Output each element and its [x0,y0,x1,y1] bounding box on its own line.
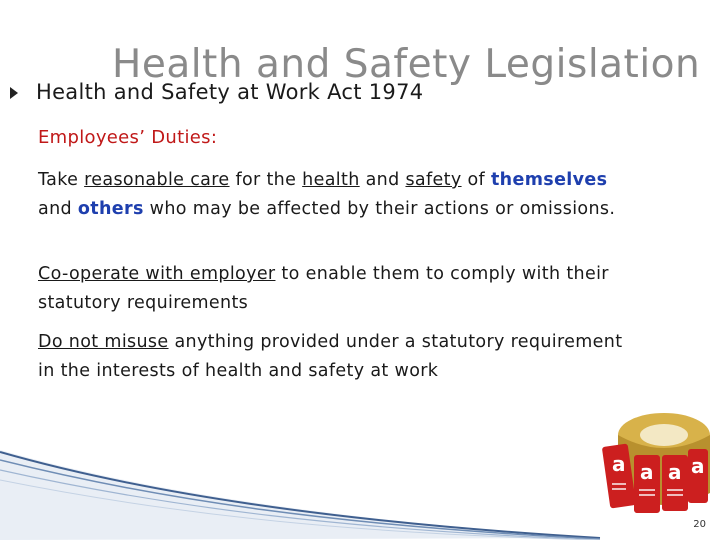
bullet-item [10,80,423,104]
text-run: and [38,199,78,219]
tape-label-letter: a [640,460,654,484]
text-run: for the [229,170,303,190]
underlined-term-health: health [302,170,360,190]
text-run: and [359,170,406,190]
text-run: to enable them to comply with their statutory requirements [38,264,609,313]
duty-paragraph-2 [38,260,638,318]
slide-title: Health and Safety Legislation [112,42,701,87]
tape-label-letter: a [668,460,682,484]
triangle-bullet-icon [10,87,18,99]
text-run: Take [38,170,85,190]
page-number: 20 [693,519,706,530]
emphasis-others: others [77,199,144,219]
text-run: who may be affected by their actions or omissions. [143,199,616,219]
tape-label-letter: a [691,454,705,478]
emphasis-themselves: themselves [490,170,608,190]
warning-tape-roll-image [600,405,712,517]
text-run: anything provided under a statutory requirement in the interests of health and safety at work [38,332,623,381]
duty-paragraph-1 [38,166,638,224]
underlined-term-cooperate: Co-operate with employer [38,264,276,284]
duty-paragraph-3 [38,328,638,386]
underlined-term-reasonable-care: reasonable care [84,170,230,190]
subheading: Employees’ Duties: [38,127,218,148]
underlined-term-safety: safety [405,170,462,190]
text-run: of [461,170,491,190]
tape-label-letter: a [612,452,626,476]
bullet-text: Health and Safety at Work Act 1974 [36,80,424,104]
underlined-term-do-not-misuse: Do not misuse [38,332,169,352]
